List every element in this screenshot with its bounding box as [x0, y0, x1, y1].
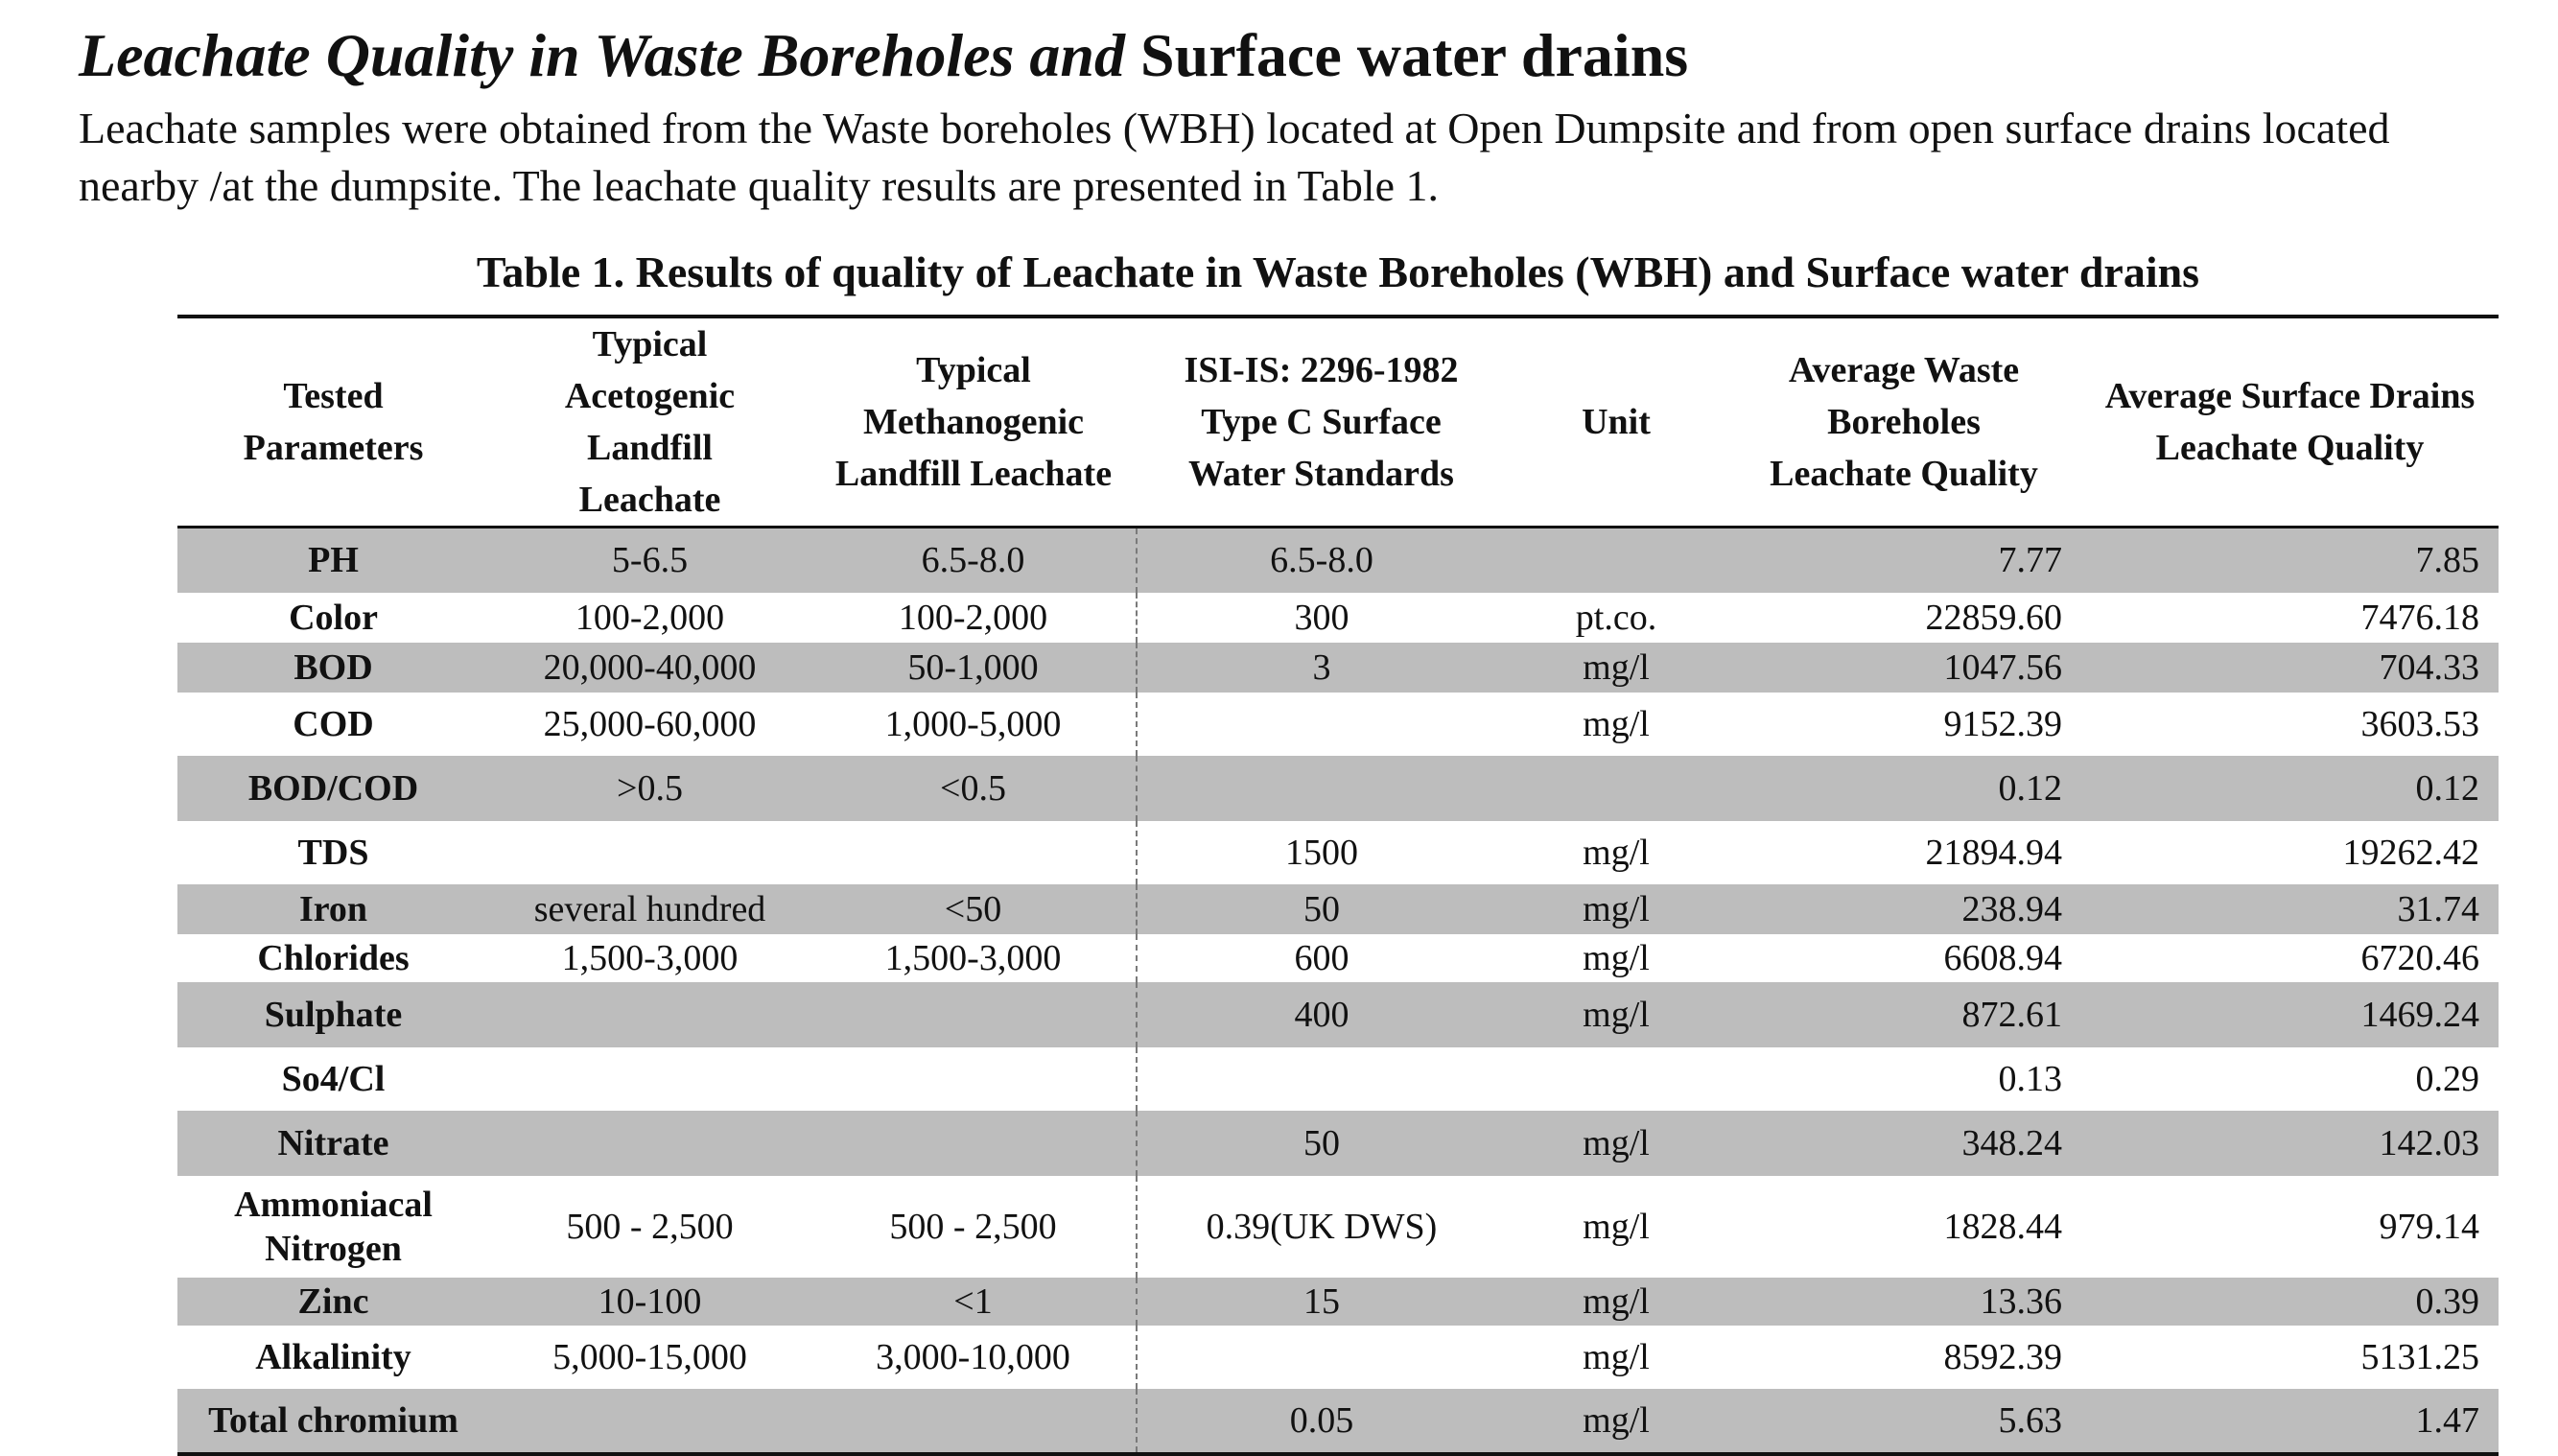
- cell-standard: [1137, 756, 1506, 821]
- cell-parameter: BOD: [177, 643, 489, 693]
- cell-wbh-quality: 1828.44: [1943, 1206, 2062, 1247]
- cell-drains-quality: 7.85: [2081, 528, 2499, 593]
- table-caption: Table 1. Results of quality of Leachate in Waste Boreholes (WBH) and Surface water drains: [476, 247, 2200, 296]
- cell-parameter: Sulphate: [177, 982, 489, 1047]
- table-row: [177, 982, 2499, 1047]
- cell-drains-quality: 7476.18: [2360, 597, 2479, 638]
- cell-unit: pt.co.: [1575, 597, 1657, 638]
- cell-methanogenic: [810, 1111, 1137, 1176]
- cell-methanogenic: 50-1,000: [810, 643, 1137, 693]
- cell-parameter: Total chromium: [177, 1389, 489, 1454]
- cell-drains-quality: 1.47: [2081, 1389, 2499, 1454]
- cell-acetogenic: >0.5: [489, 756, 810, 821]
- cell-drains-quality: 0.39: [2081, 1278, 2499, 1326]
- cell-wbh-quality: 238.94: [1726, 884, 2081, 934]
- cell-acetogenic: 1,500-3,000: [561, 937, 739, 978]
- cell-parameter: Chlorides: [257, 937, 410, 978]
- table-row: [177, 593, 2499, 643]
- cell-acetogenic: 10-100: [489, 1278, 810, 1326]
- cell-drains-quality: 0.29: [2415, 1058, 2479, 1099]
- cell-unit: mg/l: [1583, 1336, 1650, 1377]
- cell-unit: mg/l: [1583, 1206, 1650, 1247]
- cell-standard: 50: [1137, 884, 1506, 934]
- cell-standard: 15: [1137, 1278, 1506, 1326]
- cell-standard: 1500: [1137, 821, 1506, 884]
- cell-standard: 50: [1137, 1111, 1506, 1176]
- cell-drains-quality: 979.14: [2379, 1206, 2479, 1247]
- cell-wbh-quality: 348.24: [1726, 1111, 2081, 1176]
- table-row: [177, 821, 2499, 884]
- cell-methanogenic: 3,000-10,000: [876, 1336, 1070, 1377]
- cell-acetogenic: 20,000-40,000: [489, 643, 810, 693]
- cell-drains-quality: 3603.53: [2360, 703, 2479, 744]
- cell-acetogenic: 5-6.5: [489, 528, 810, 593]
- cell-standard: 0.05: [1137, 1389, 1506, 1454]
- cell-wbh-quality: 1047.56: [1726, 643, 2081, 693]
- cell-wbh-quality: 5.63: [1726, 1389, 2081, 1454]
- table-row: [177, 1278, 2499, 1326]
- cell-methanogenic: 500 - 2,500: [889, 1206, 1057, 1247]
- cell-wbh-quality: 0.13: [1998, 1058, 2062, 1099]
- cell-standard: 3: [1137, 643, 1506, 693]
- cell-methanogenic: <0.5: [810, 756, 1137, 821]
- page-heading: [79, 19, 1688, 92]
- header-wbh-quality: Average Waste Boreholes Leachate Quality: [1726, 317, 2081, 528]
- cell-unit: mg/l: [1506, 1278, 1726, 1326]
- cell-acetogenic: [489, 1047, 810, 1111]
- table-row: [177, 884, 2499, 934]
- cell-wbh-quality: 8592.39: [1943, 1336, 2062, 1377]
- header-drains-quality: Average Surface Drains Leachate Quality: [2081, 317, 2499, 528]
- cell-acetogenic: [489, 1389, 810, 1454]
- cell-unit: mg/l: [1583, 937, 1650, 978]
- cell-parameter: Ammoniacal Nitrogen: [234, 1184, 433, 1269]
- cell-parameter: Zinc: [177, 1278, 489, 1326]
- table-row: [177, 934, 2499, 982]
- cell-acetogenic: [489, 1111, 810, 1176]
- cell-drains-quality: 19262.42: [2342, 832, 2479, 873]
- cell-acetogenic: [489, 821, 810, 884]
- cell-methanogenic: [810, 982, 1137, 1047]
- cell-parameter: BOD/COD: [177, 756, 489, 821]
- header-methanogenic: Typical Methanogenic Landfill Leachate: [810, 317, 1137, 528]
- table-row: [177, 756, 2499, 821]
- cell-drains-quality: 6720.46: [2360, 937, 2479, 978]
- cell-methanogenic: 1,500-3,000: [884, 937, 1062, 978]
- cell-parameter: PH: [177, 528, 489, 593]
- cell-wbh-quality: 9152.39: [1943, 703, 2062, 744]
- cell-methanogenic: <1: [810, 1278, 1137, 1326]
- cell-methanogenic: 1,000-5,000: [884, 703, 1062, 744]
- cell-drains-quality: 31.74: [2081, 884, 2499, 934]
- cell-methanogenic: [810, 1389, 1137, 1454]
- cell-unit: mg/l: [1506, 643, 1726, 693]
- header-standard: ISI-IS: 2296-1982 Type C Surface Water Standards: [1137, 317, 1506, 528]
- header-tested-parameters: Tested Parameters: [177, 317, 489, 528]
- cell-unit: [1506, 1047, 1726, 1111]
- cell-standard: [1137, 693, 1506, 756]
- cell-parameter: Nitrate: [177, 1111, 489, 1176]
- cell-parameter: Iron: [177, 884, 489, 934]
- cell-methanogenic: 100-2,000: [898, 597, 1048, 638]
- cell-unit: [1506, 756, 1726, 821]
- cell-acetogenic: 100-2,000: [575, 597, 725, 638]
- table-header-row: [177, 317, 2499, 528]
- cell-parameter: Color: [289, 597, 378, 638]
- cell-wbh-quality: 21894.94: [1925, 832, 2062, 873]
- cell-unit: mg/l: [1506, 884, 1726, 934]
- table-row: [177, 1176, 2499, 1278]
- table-row: [177, 1111, 2499, 1176]
- cell-unit: mg/l: [1506, 982, 1726, 1047]
- table-row: [177, 693, 2499, 756]
- table-row: [177, 1047, 2499, 1111]
- cell-unit: mg/l: [1506, 1111, 1726, 1176]
- cell-drains-quality: 142.03: [2081, 1111, 2499, 1176]
- cell-unit: mg/l: [1506, 1389, 1726, 1454]
- heading-italic-part: Leachate Quality in Waste Boreholes and: [79, 21, 1125, 89]
- cell-standard: 300: [1137, 593, 1506, 643]
- cell-wbh-quality: 13.36: [1726, 1278, 2081, 1326]
- cell-standard: 0.39(UK DWS): [1137, 1176, 1506, 1278]
- cell-methanogenic: [810, 1047, 1137, 1111]
- cell-acetogenic: several hundred: [489, 884, 810, 934]
- intro-paragraph: Leachate samples were obtained from the Waste boreholes (WBH) located at Open Dumpsite and from open surface drains located nearby /at the dumpsite. The leachate quality results are presented in Table 1.: [79, 104, 2390, 210]
- table-row: [177, 528, 2499, 593]
- cell-unit: mg/l: [1583, 832, 1650, 873]
- cell-wbh-quality: 22859.60: [1925, 597, 2062, 638]
- cell-standard: [1137, 1326, 1506, 1389]
- header-acetogenic: Typical Acetogenic Landfill Leachate: [489, 317, 810, 528]
- cell-parameter: So4/Cl: [281, 1058, 386, 1099]
- cell-parameter: TDS: [297, 832, 369, 873]
- cell-unit: [1506, 528, 1726, 593]
- heading-plain-part: Surface water drains: [1140, 21, 1689, 89]
- cell-drains-quality: 704.33: [2081, 643, 2499, 693]
- cell-acetogenic: 25,000-60,000: [543, 703, 757, 744]
- cell-standard: 400: [1137, 982, 1506, 1047]
- cell-methanogenic: <50: [810, 884, 1137, 934]
- cell-unit: mg/l: [1583, 703, 1650, 744]
- header-unit: Unit: [1506, 317, 1726, 528]
- cell-parameter: Alkalinity: [255, 1336, 411, 1377]
- cell-wbh-quality: 0.12: [1726, 756, 2081, 821]
- table-row: [177, 643, 2499, 693]
- cell-acetogenic: [489, 982, 810, 1047]
- cell-acetogenic: 5,000-15,000: [552, 1336, 747, 1377]
- cell-methanogenic: 6.5-8.0: [810, 528, 1137, 593]
- cell-drains-quality: 1469.24: [2081, 982, 2499, 1047]
- cell-methanogenic: [810, 821, 1137, 884]
- cell-drains-quality: 0.12: [2081, 756, 2499, 821]
- cell-parameter: COD: [293, 703, 374, 744]
- table-row: [177, 1326, 2499, 1389]
- leachate-results-table: [177, 315, 2499, 1456]
- cell-wbh-quality: 7.77: [1726, 528, 2081, 593]
- cell-standard: [1137, 1047, 1506, 1111]
- cell-drains-quality: 5131.25: [2360, 1336, 2479, 1377]
- cell-wbh-quality: 6608.94: [1943, 937, 2062, 978]
- table-body: [177, 528, 2499, 1454]
- cell-standard: 600: [1137, 934, 1506, 982]
- cell-standard: 6.5-8.0: [1137, 528, 1506, 593]
- table-row: [177, 1389, 2499, 1454]
- cell-acetogenic: 500 - 2,500: [566, 1206, 734, 1247]
- cell-wbh-quality: 872.61: [1726, 982, 2081, 1047]
